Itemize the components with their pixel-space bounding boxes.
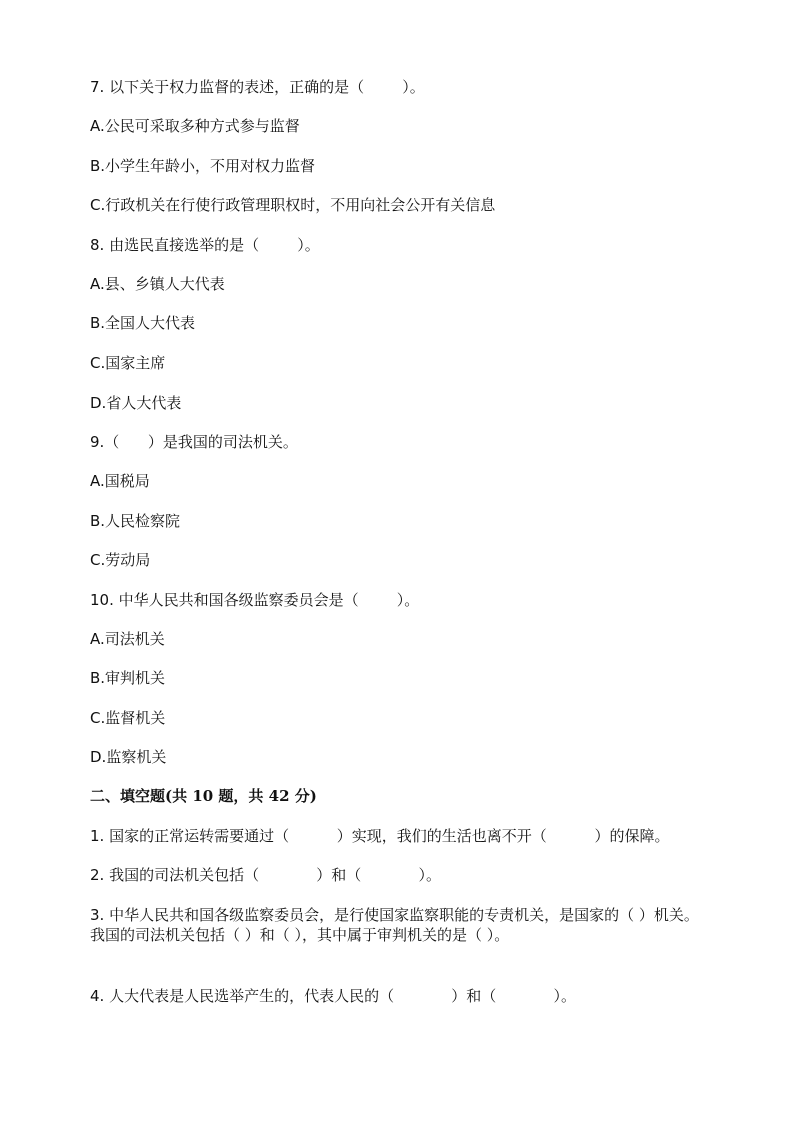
fill-question-1: 1. 国家的正常运转需要通过（ ）实现，我们的生活也离不开（ ）的保障。 — [90, 827, 670, 845]
question-9-stem: 9.（ ）是我国的司法机关。 — [90, 433, 298, 451]
fill-question-4: 4. 人大代表是人民选举产生的，代表人民的（ ）和（ ）。 — [90, 987, 577, 1005]
question-7-option-c: C.行政机关在行使行政管理职权时，不用向社会公开有关信息 — [90, 196, 496, 214]
question-8-option-d: D.省人大代表 — [90, 394, 182, 412]
question-10-option-c: C.监督机关 — [90, 709, 166, 727]
question-10-stem: 10. 中华人民共和国各级监察委员会是（ ）。 — [90, 591, 420, 609]
fill-question-2: 2. 我国的司法机关包括（ ）和（ ）。 — [90, 866, 442, 884]
fill-question-3: 3. 中华人民共和国各级监察委员会，是行使国家监察职能的专责机关，是国家的（ ）机关。我国的司法机关包括（ ）和（ ），其中属于审判机关的是（ ）。 — [90, 906, 699, 944]
question-8-option-c: C.国家主席 — [90, 354, 166, 372]
question-9-option-c: C.劳动局 — [90, 551, 151, 569]
question-7-option-b: B.小学生年龄小，不用对权力监督 — [90, 157, 316, 175]
question-8-option-a: A.县、乡镇人大代表 — [90, 275, 225, 293]
question-10-option-a: A.司法机关 — [90, 630, 165, 648]
question-9-option-b: B.人民检察院 — [90, 512, 181, 530]
question-10-option-d: D.监察机关 — [90, 748, 167, 766]
question-7-option-a: A.公民可采取多种方式参与监督 — [90, 117, 300, 135]
question-8-option-b: B.全国人大代表 — [90, 314, 196, 332]
question-9-option-a: A.国税局 — [90, 472, 150, 490]
section-2-heading: 二、填空题(共 10 题，共 42 分) — [90, 787, 317, 805]
question-7-stem: 7. 以下关于权力监督的表述，正确的是（ ）。 — [90, 78, 425, 96]
question-10-option-b: B.审判机关 — [90, 669, 166, 687]
question-8-stem: 8. 由选民直接选举的是（ ）。 — [90, 236, 320, 254]
